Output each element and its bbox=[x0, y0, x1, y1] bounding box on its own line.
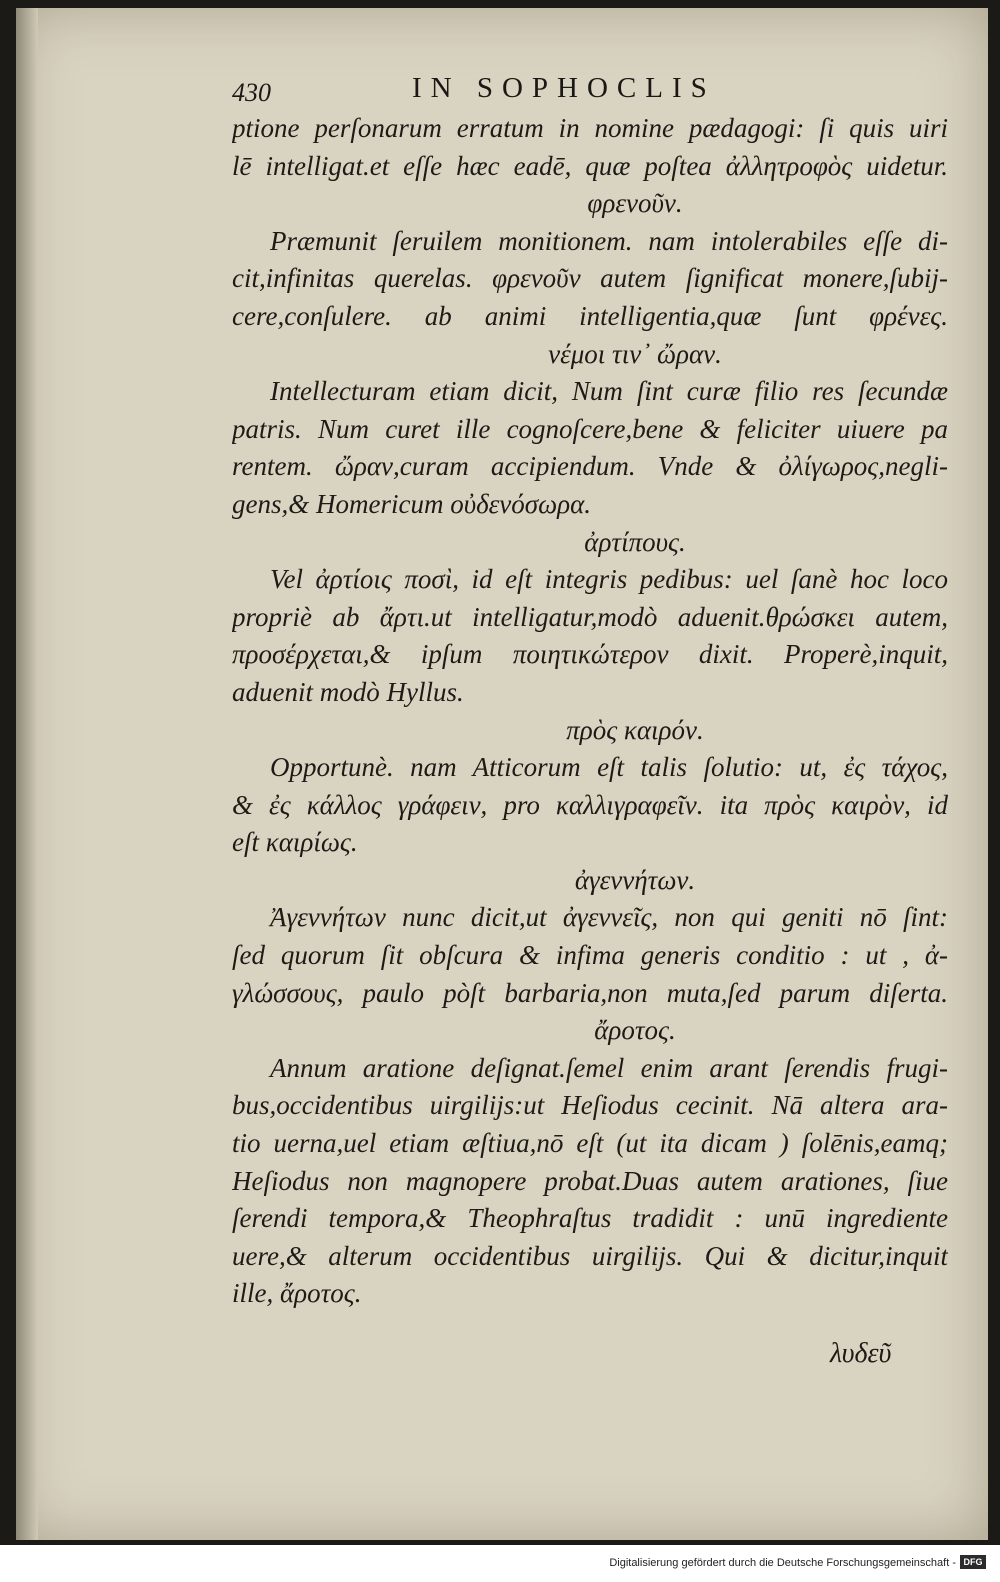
lemma-heading: νέμοι τιν᾽ ὤραν. bbox=[548, 338, 722, 369]
text-line: eſt καιρίως. bbox=[232, 827, 358, 858]
text-line: ille, ἄροτος. bbox=[232, 1278, 362, 1309]
lemma-heading: ἀρτίπους. bbox=[584, 526, 686, 557]
text-line: lē intelligat.et eſſe hæc eadē, quæ poſtea ἀλλητροφὸς uidetur. bbox=[232, 150, 948, 181]
text-line: προσέρχεται,& ipſum ποιητικώτερον dixit. Properè,inquit, bbox=[232, 639, 948, 670]
text-line: propriè ab ἄρτι.ut intelligatur,modò aduenit.θρώσκει autem, bbox=[232, 601, 948, 632]
text-line: Præmunit ſeruilem monitionem. nam intolerabiles eſſe di- bbox=[270, 225, 948, 256]
text-line: gens,& Homericum οὐδενόσωρα. bbox=[232, 488, 592, 519]
text-line: ſerendi tempora,& Theophraſtus tradidit : unū ingrediente bbox=[232, 1203, 948, 1234]
text-line: Intellecturam etiam dicit, Num ſint curæ filio res ſecundæ bbox=[270, 376, 948, 407]
text-line: Annum aratione deſignat.ſemel enim arant ſerendis frugi- bbox=[270, 1052, 948, 1083]
running-head: IN SOPHOCLIS bbox=[412, 72, 716, 104]
text-line: bus,occidentibus uirgilijs:ut Heſiodus cecinit. Nā altera ara- bbox=[232, 1090, 948, 1121]
page-number: 430 bbox=[232, 78, 271, 107]
text-line: ſed quorum ſit obſcura & infima generis conditio : ut , ἀ- bbox=[232, 940, 948, 971]
text-line: cit,infinitas querelas. φρενοῦν autem ſignificat monere,ſubij- bbox=[232, 263, 948, 294]
catchword: λυδεῦ bbox=[830, 1338, 892, 1369]
text-line: uere,& alterum occidentibus uirgilijs. Qui & dicitur,inquit bbox=[232, 1240, 948, 1271]
page-header bbox=[232, 72, 952, 112]
text-line: tio uerna,uel etiam æſtiua,nō eſt (ut ita dicam ) ſolēnis,eamq; bbox=[232, 1128, 948, 1159]
text-line: cere,conſulere. ab animi intelligentia,quæ ſunt φρένες. bbox=[232, 300, 948, 331]
text-line: aduenit modò Hyllus. bbox=[232, 676, 464, 707]
text-line: γλώσσους, paulo pòſt barbaria,non muta,ſed parum diſerta. bbox=[232, 977, 948, 1008]
text-line: Opportunè. nam Atticorum eſt talis ſolutio: ut, ἐς τάχος, bbox=[270, 752, 948, 783]
body-text bbox=[232, 110, 948, 1313]
text-line: patris. Num curet ille cognoſcere,bene & feliciter uiuere pa bbox=[232, 413, 948, 444]
text-line: Ἀγεννήτων nunc dicit,ut ἀγεννεῖς, non qui geniti nō ſint: bbox=[270, 902, 948, 933]
lemma-heading: ἄροτος. bbox=[594, 1015, 676, 1046]
funding-credit: Digitalisierung gefördert durch die Deutsche Forschungsgemeinschaft - bbox=[609, 1557, 956, 1569]
lemma-heading: φρενοῦν. bbox=[587, 188, 683, 219]
page-gutter-shadow bbox=[16, 8, 38, 1540]
text-line: & ἐς κάλλος γράφειν, pro καλλιγραφεῖν. ita πρὸς καιρὸν, id bbox=[232, 789, 948, 820]
lemma-heading: ἀγεννήτων. bbox=[574, 864, 696, 895]
dfg-logo: DFG bbox=[960, 1555, 986, 1569]
text-line: Heſiodus non magnopere probat.Duas autem arationes, ſiue bbox=[232, 1165, 948, 1196]
lemma-heading: πρὸς καιρόν. bbox=[566, 714, 704, 745]
text-line: rentem. ὤραν,curam accipiendum. Vnde & ὀλίγωρος,negli- bbox=[232, 451, 948, 482]
text-line: ptione perſonarum erratum in nomine pædagogi: ſi quis uiri bbox=[232, 113, 948, 143]
text-line: Vel ἀρτίοις ποσὶ, id eſt integris pedibus: uel ſanè hoc loco bbox=[270, 564, 948, 595]
footer-bar bbox=[0, 1548, 1000, 1578]
